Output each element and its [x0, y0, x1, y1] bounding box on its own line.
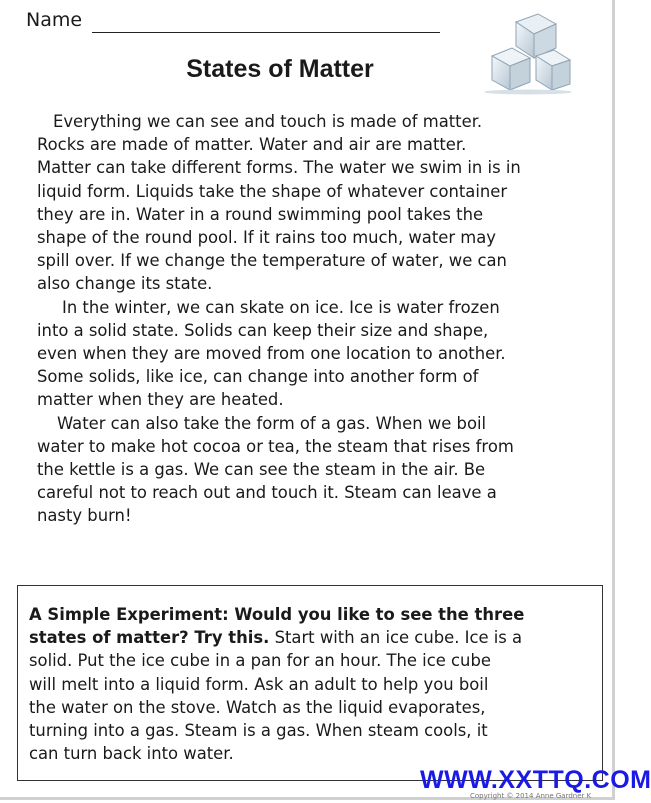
worksheet-title: States of Matter [186, 55, 374, 83]
passage-line: In the winter, we can skate on ice. Ice is water frozen [62, 297, 500, 317]
experiment-line: solid. Put the ice cube in a pan for an hour. The ice cube [29, 651, 491, 671]
experiment-line [29, 603, 595, 626]
experiment-text [29, 603, 595, 765]
passage-line: Matter can take different forms. The water we swim in is in [37, 158, 521, 178]
passage-line: shape of the round pool. If it rains too much, water may [37, 228, 496, 248]
experiment-box [17, 585, 603, 781]
passage-line: Rocks are made of matter. Water and air are matter. [37, 135, 467, 155]
ice-cube-left [492, 48, 530, 90]
passage-line: the kettle is a gas. We can see the steam in the air. Be [37, 460, 486, 480]
experiment-line-rest: Start with an ice cube. Ice is a [269, 628, 523, 648]
passage-line: also change its state. [37, 274, 213, 294]
passage-line: liquid form. Liquids take the shape of whatever container [37, 181, 508, 201]
watermark-text: WWW.XXTTQ.COM [420, 766, 651, 794]
experiment-line [29, 626, 595, 649]
copyright-text: Copyright © 2014 Anne Gardner K [470, 792, 592, 800]
name-write-line [92, 32, 440, 33]
reading-passage [37, 110, 585, 528]
passage-line: nasty burn! [37, 506, 132, 526]
ice-cube-right [536, 50, 570, 90]
passage-line: they are in. Water in a round swimming pool takes the [37, 204, 484, 224]
experiment-line: the water on the stove. Watch as the liquid evaporates, [29, 697, 486, 717]
passage-line: Everything we can see and touch is made of matter. [53, 112, 483, 131]
passage-line: water to make hot cocoa or tea, the steam that rises from [37, 436, 514, 456]
experiment-line: will melt into a liquid form. Ask an adult to help you boil [29, 674, 489, 694]
passage-line: careful not to reach out and touch it. Steam can leave a [37, 483, 497, 503]
passage-line: Some solids, like ice, can change into another form of [37, 367, 479, 387]
ice-cubes-image [478, 12, 576, 94]
experiment-heading: A Simple Experiment: Would you like to see the three [29, 605, 525, 624]
passage-line: Water can also take the form of a gas. When we boil [57, 413, 487, 433]
name-label: Name [26, 9, 83, 31]
passage-line: into a solid state. Solids can keep their size and shape, [37, 320, 489, 340]
experiment-line: can turn back into water. [29, 744, 234, 764]
passage-line: even when they are moved from one location to another. [37, 344, 506, 364]
ice-reflection [484, 90, 572, 95]
experiment-question: states of matter? Try this. [29, 628, 270, 648]
experiment-line: turning into a gas. Steam is a gas. When steam cools, it [29, 721, 488, 741]
passage-line: matter when they are heated. [37, 390, 284, 410]
passage-line: spill over. If we change the temperature of water, we can [37, 251, 507, 271]
